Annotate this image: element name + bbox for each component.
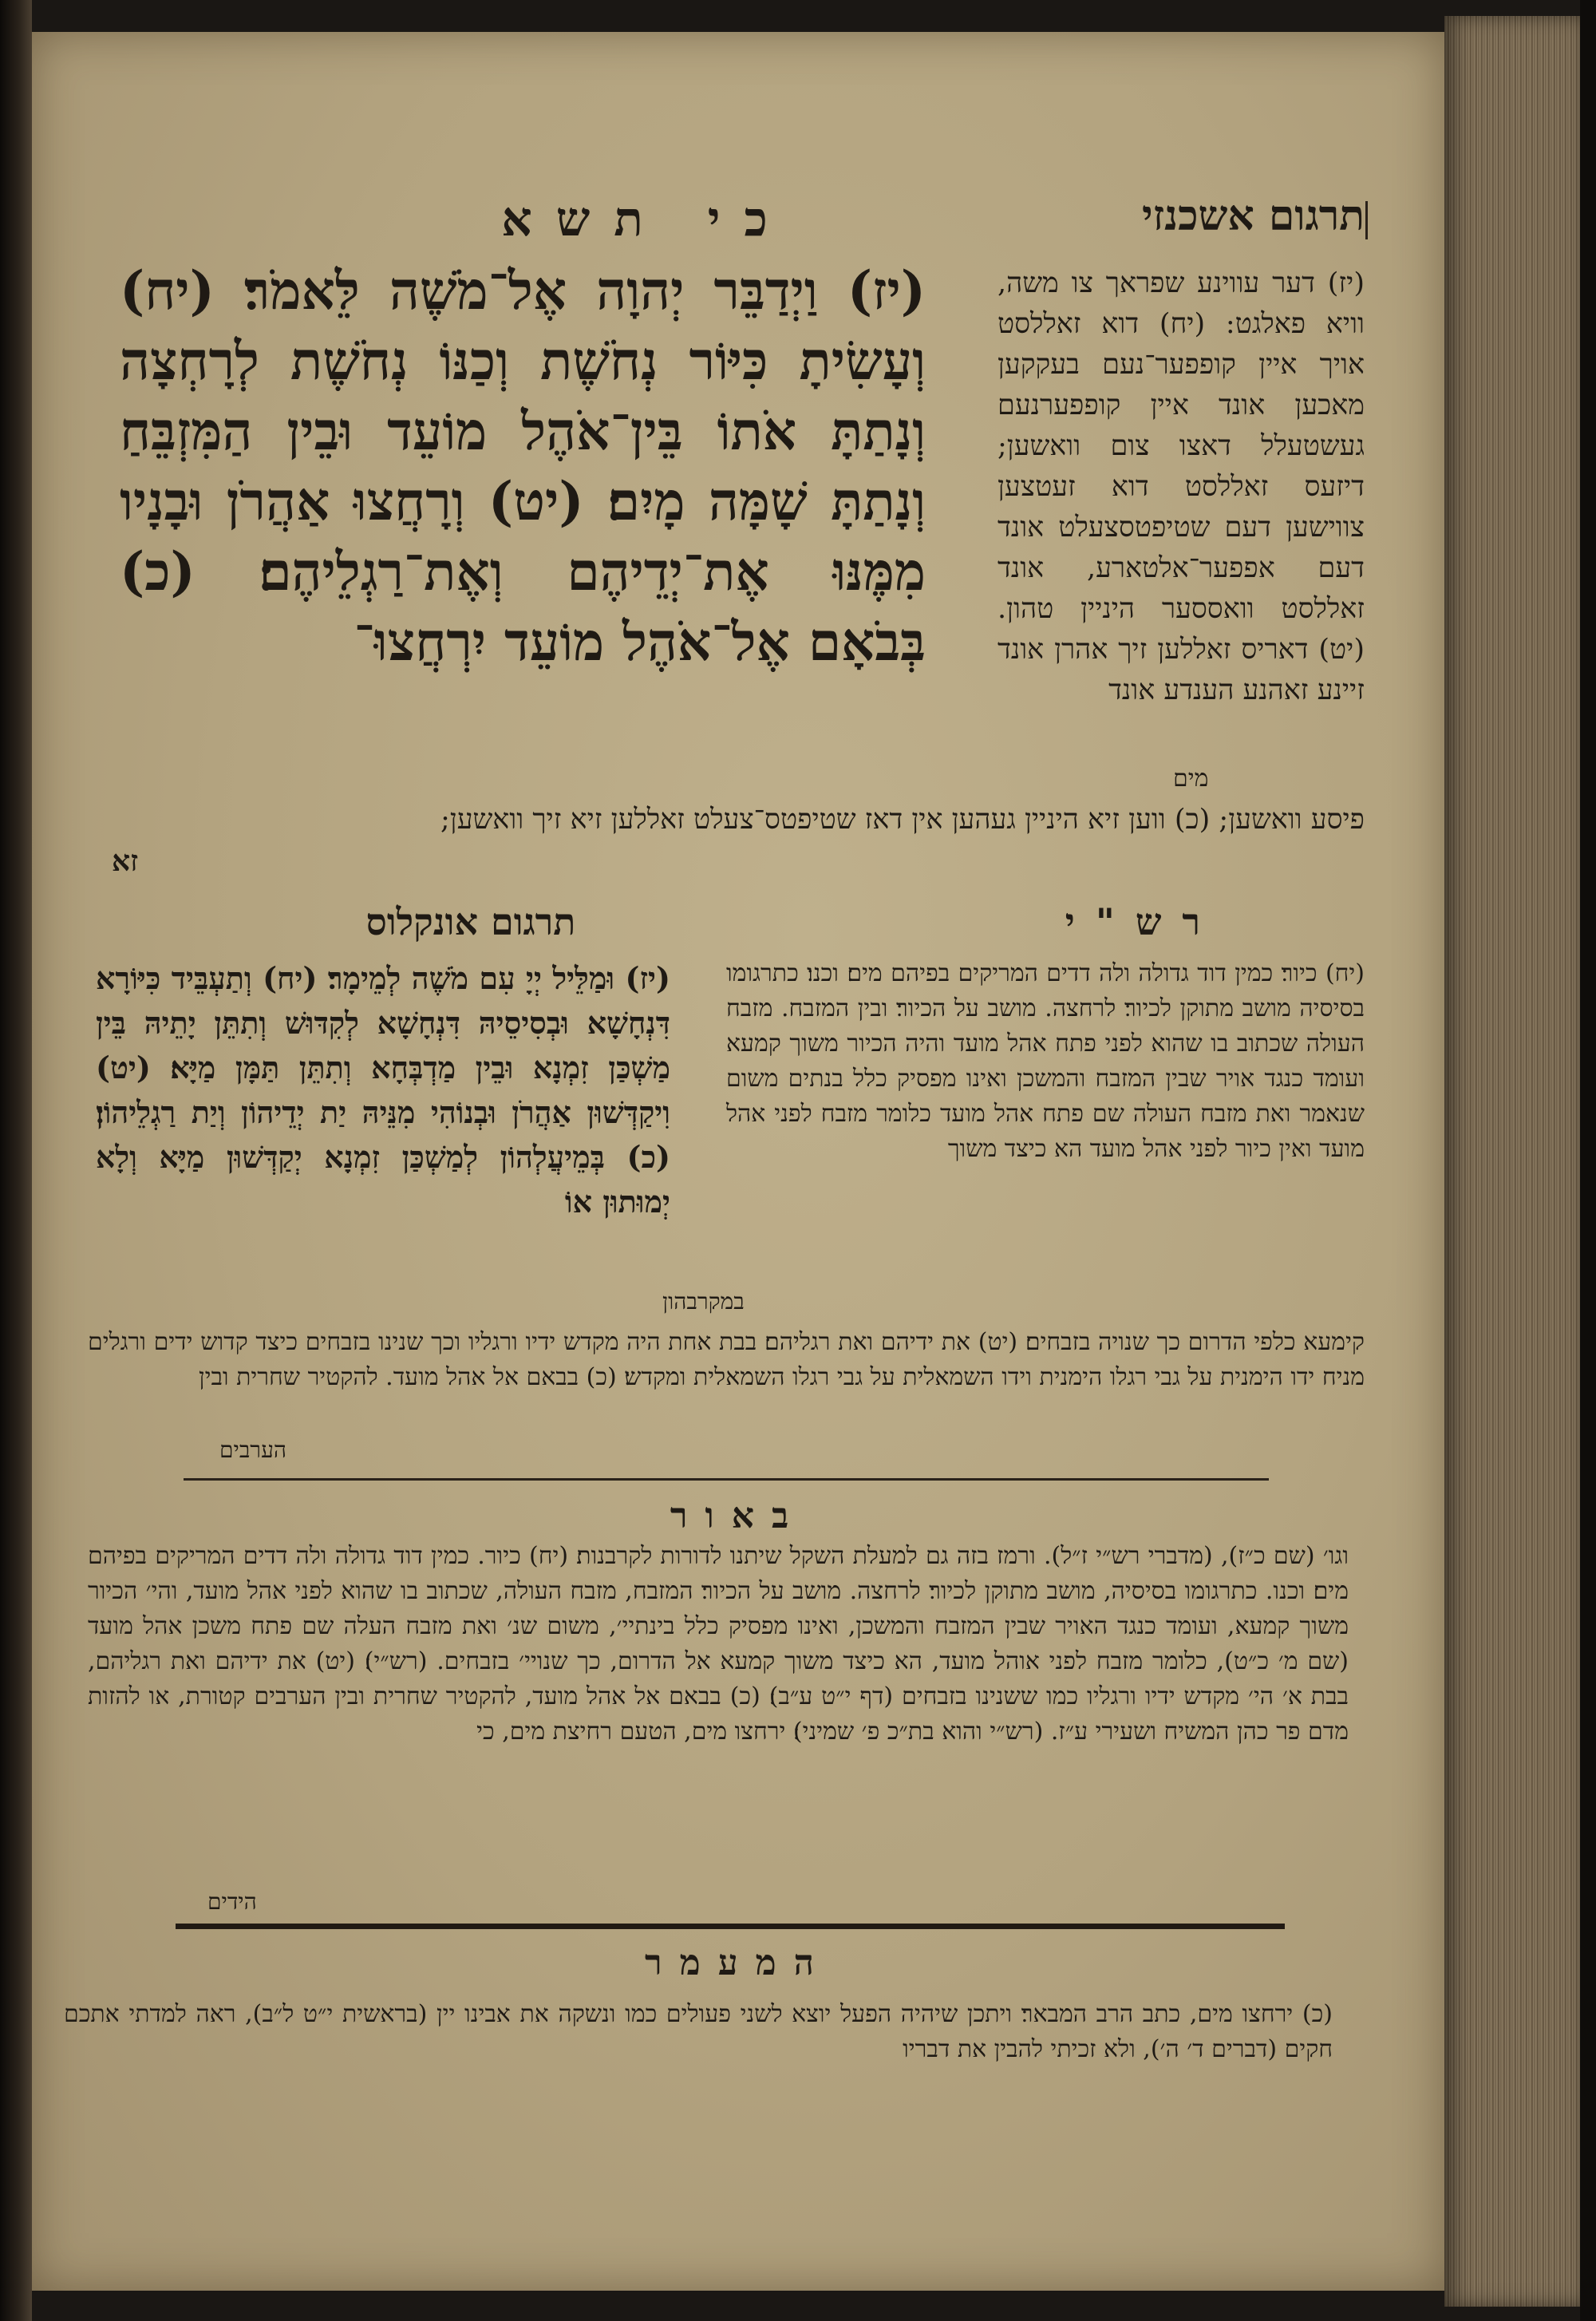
- book-spine-shadow: [0, 0, 32, 2321]
- header-parsha-name: כי תשא: [501, 192, 792, 247]
- yiddish-translation-column: (יז) דער עווינע שפראך צו משה, וויא פאלגט: (יח) דוא זאללסט אויך איין קופפער־נעם בעקקען מאכען אונד איין קופפערנעם געשטעלל דאצו צום וואשען; דיזעס זאללסט דוא זעטצען צווישען דעם שטיפטסצעלט אונד דעם אפפער־אלטארע, אונד זאללסט וואססער היניין טהון. (יט) דאריס זאללען זיך אהרן אונד זיינע זאהנע הענדע אונד: [998, 267, 1365, 706]
- hameamer-title: המעמר: [645, 1943, 832, 1983]
- divider-rule-thick: [176, 1924, 1285, 1929]
- background-edge: [1580, 0, 1596, 2321]
- catchword-biur: הידים: [207, 1888, 257, 1915]
- divider-rule: [184, 1478, 1269, 1481]
- catchword-onkelos: במקרבהון: [662, 1288, 745, 1315]
- yiddish-continuation-line: פיסע וואשען; (כ) ווען זיא היניין געהען אין דאז שטיפטס־צעלט זאללען זיא זיך וואשען;: [440, 804, 1365, 836]
- biur-commentary: וגו׳ (שם כ״ז), (מדברי רש״י ז״ל). ורמז בזה גם למעלת השקל שיתנו לדורות לקרבנות׃ (יח) כיור. כמין דוד גדולה ולה דדים המריקים בפיהם מים׃ וכנו. כתרגומו בסיסיה, מושב מתוקן לכיור׃ לרחצה. מושב על הכיור׃ המזבח, מזבח העולה, שכתוב בו שהוא לפני אהל מועד, והי׳ הכיור משוך קמעא, ועומד כנגד האויר שבין המזבח והמשכן, ואינו מפסיק כלל בינתיי׳, משום שנ׳ ואת מזבח העלה שם פתח משכן אהל מועד (שם מ׳ כ״ט), כלומר מזבח לפני אוהל מועד, הא כיצד משוך קמעא אל הדרום, כך שנויי׳ בזבחים. (רש״י)׃ (יט) את ידיהם ואת רגליהם, בבת א׳ הי׳ מקדש ידיו ורגליו כמו ששנינו בזבחים (דף י״ט ע״ב)׃ (כ) בבאם אל אהל מועד, להקטיר שחרית ובין הערבים קטורת, או להזות מדם פר כהן המשיח ושעירי ע״ז. (רש״י והוא בת״כ פ׳ שמיני)׃ ירחצו מים, הטעם רחיצת מים, כי: [88, 1542, 1349, 1746]
- onkelos-title: תרגום אונקלוס: [365, 900, 576, 943]
- margin-mark: [1365, 201, 1373, 239]
- book-page: [32, 32, 1444, 2291]
- hebrew-verse-text: (יז) וַיְדַבֵּר יְהוָה אֶל־מֹשֶׁה לֵּאמֹר׃ (יח) וְעָשִׂיתָ כִּיּוֹר נְחֹשֶׁת וְכַנּוֹ נְחֹשֶׁת לְרָחְצָה וְנָתַתָּ אֹתוֹ בֵּין־אֹהֶל מוֹעֵד וּבֵין הַמִּזְבֵּחַ וְנָתַתָּ שָׁמָּה מָיִם׃ (יט) וְרָחֲצוּ אַהֲרֹן וּבָנָיו מִמֶּנּוּ אֶת־יְדֵיהֶם וְאֶת־רַגְלֵיהֶם׃ (כ) בְּבֹאָם אֶל־אֹהֶל מוֹעֵד יִרְחֲצוּ־: [120, 259, 926, 673]
- biur-title: באור: [670, 1496, 807, 1536]
- rashi-title: רש"י: [1065, 900, 1221, 943]
- catchword-rashi: הערבים: [219, 1437, 287, 1463]
- book-fore-edge: [1444, 16, 1580, 2307]
- catchword-yiddish: זא: [112, 844, 139, 878]
- rashi-commentary: (יח) כיור׃ כמין דוד גדולה ולה דדים המריקים בפיהם מים׃ וכנו׃ כתרגומו בסיסיה מושב מתוקן לכיור׃ לרחצה. מושב על הכיור׃ ובין המזבח. מזבח העולה שכתוב בו שהוא לפני פתח אהל מועד והיה הכיור משוך קמעא ועומד כנגד אויר שבין המזבח והמשכן ואינו מפסיק כלל בנתים משום שנאמר ואת מזבח העולה שם פתח אהל מועד כלומר מזבח לפני אהל מועד ואין כיור לפני אהל מועד הא כיצד משוך: [726, 959, 1365, 1163]
- header-yiddish-translation: תרגום אשכנזי: [1142, 192, 1365, 240]
- hameamer-commentary: (כ) ירחצו מים, כתב הרב המבאר׃ ויתכן שיהיה הפעל יוצא לשני פעולים כמו ונשקה את אבינו יין (בראשית י״ט ל״ב), ראה למדתי אתכם חקים (דברים ד׳ ה׳), ולא זכיתי להבין את דבריו: [64, 2000, 1333, 2063]
- onkelos-targum: (יז) וּמַלֵּיל יְיָ עִם מֹשֶׁה לְמֵימָר׃ (יח) וְתַעְבֵּיד כִּיּוֹרָא דִּנְחָשָׁא וּבְסִיסֵיהּ דִּנְחָשָׁא לְקִדּוּשׁ וְתִתֵּן יָתֵיהּ בֵּין מַשְׁכַּן זִמְנָא וּבֵין מַדְבְּחָא וְתִתֵּן תַּמָּן מַיָּא׃ (יט) וִיקַדְּשׁוּן אַהֲרֹן וּבְנוֹהִי מִנֵּיהּ יַת יְדֵיהוֹן וְיַת רַגְלֵיהוֹן׃ (כ) בְּמֵיעֲלְהוֹן לְמַשְׁכַּן זִמְנָא יְקַדְּשׁוּן מַיָּא וְלָא יְמוּתוּן אוֹ: [96, 960, 670, 1220]
- rashi-continuation: קימעא כלפי הדרום כך שנויה בזבחים׃ (יט) את ידיהם ואת רגליהם׃ בבת אחת היה מקדש ידיו ורגליו וכך שנינו בזבחים כיצד קדוש ידים ורגלים מניח ידו הימנית על גבי רגלו הימנית וידו השמאלית על גבי רגלו השמאלית ומקדש׃ (כ) בבאם אל אהל מועד. להקטיר שחרית ובין: [88, 1328, 1365, 1391]
- catchword-hebrew: מים: [1173, 765, 1209, 793]
